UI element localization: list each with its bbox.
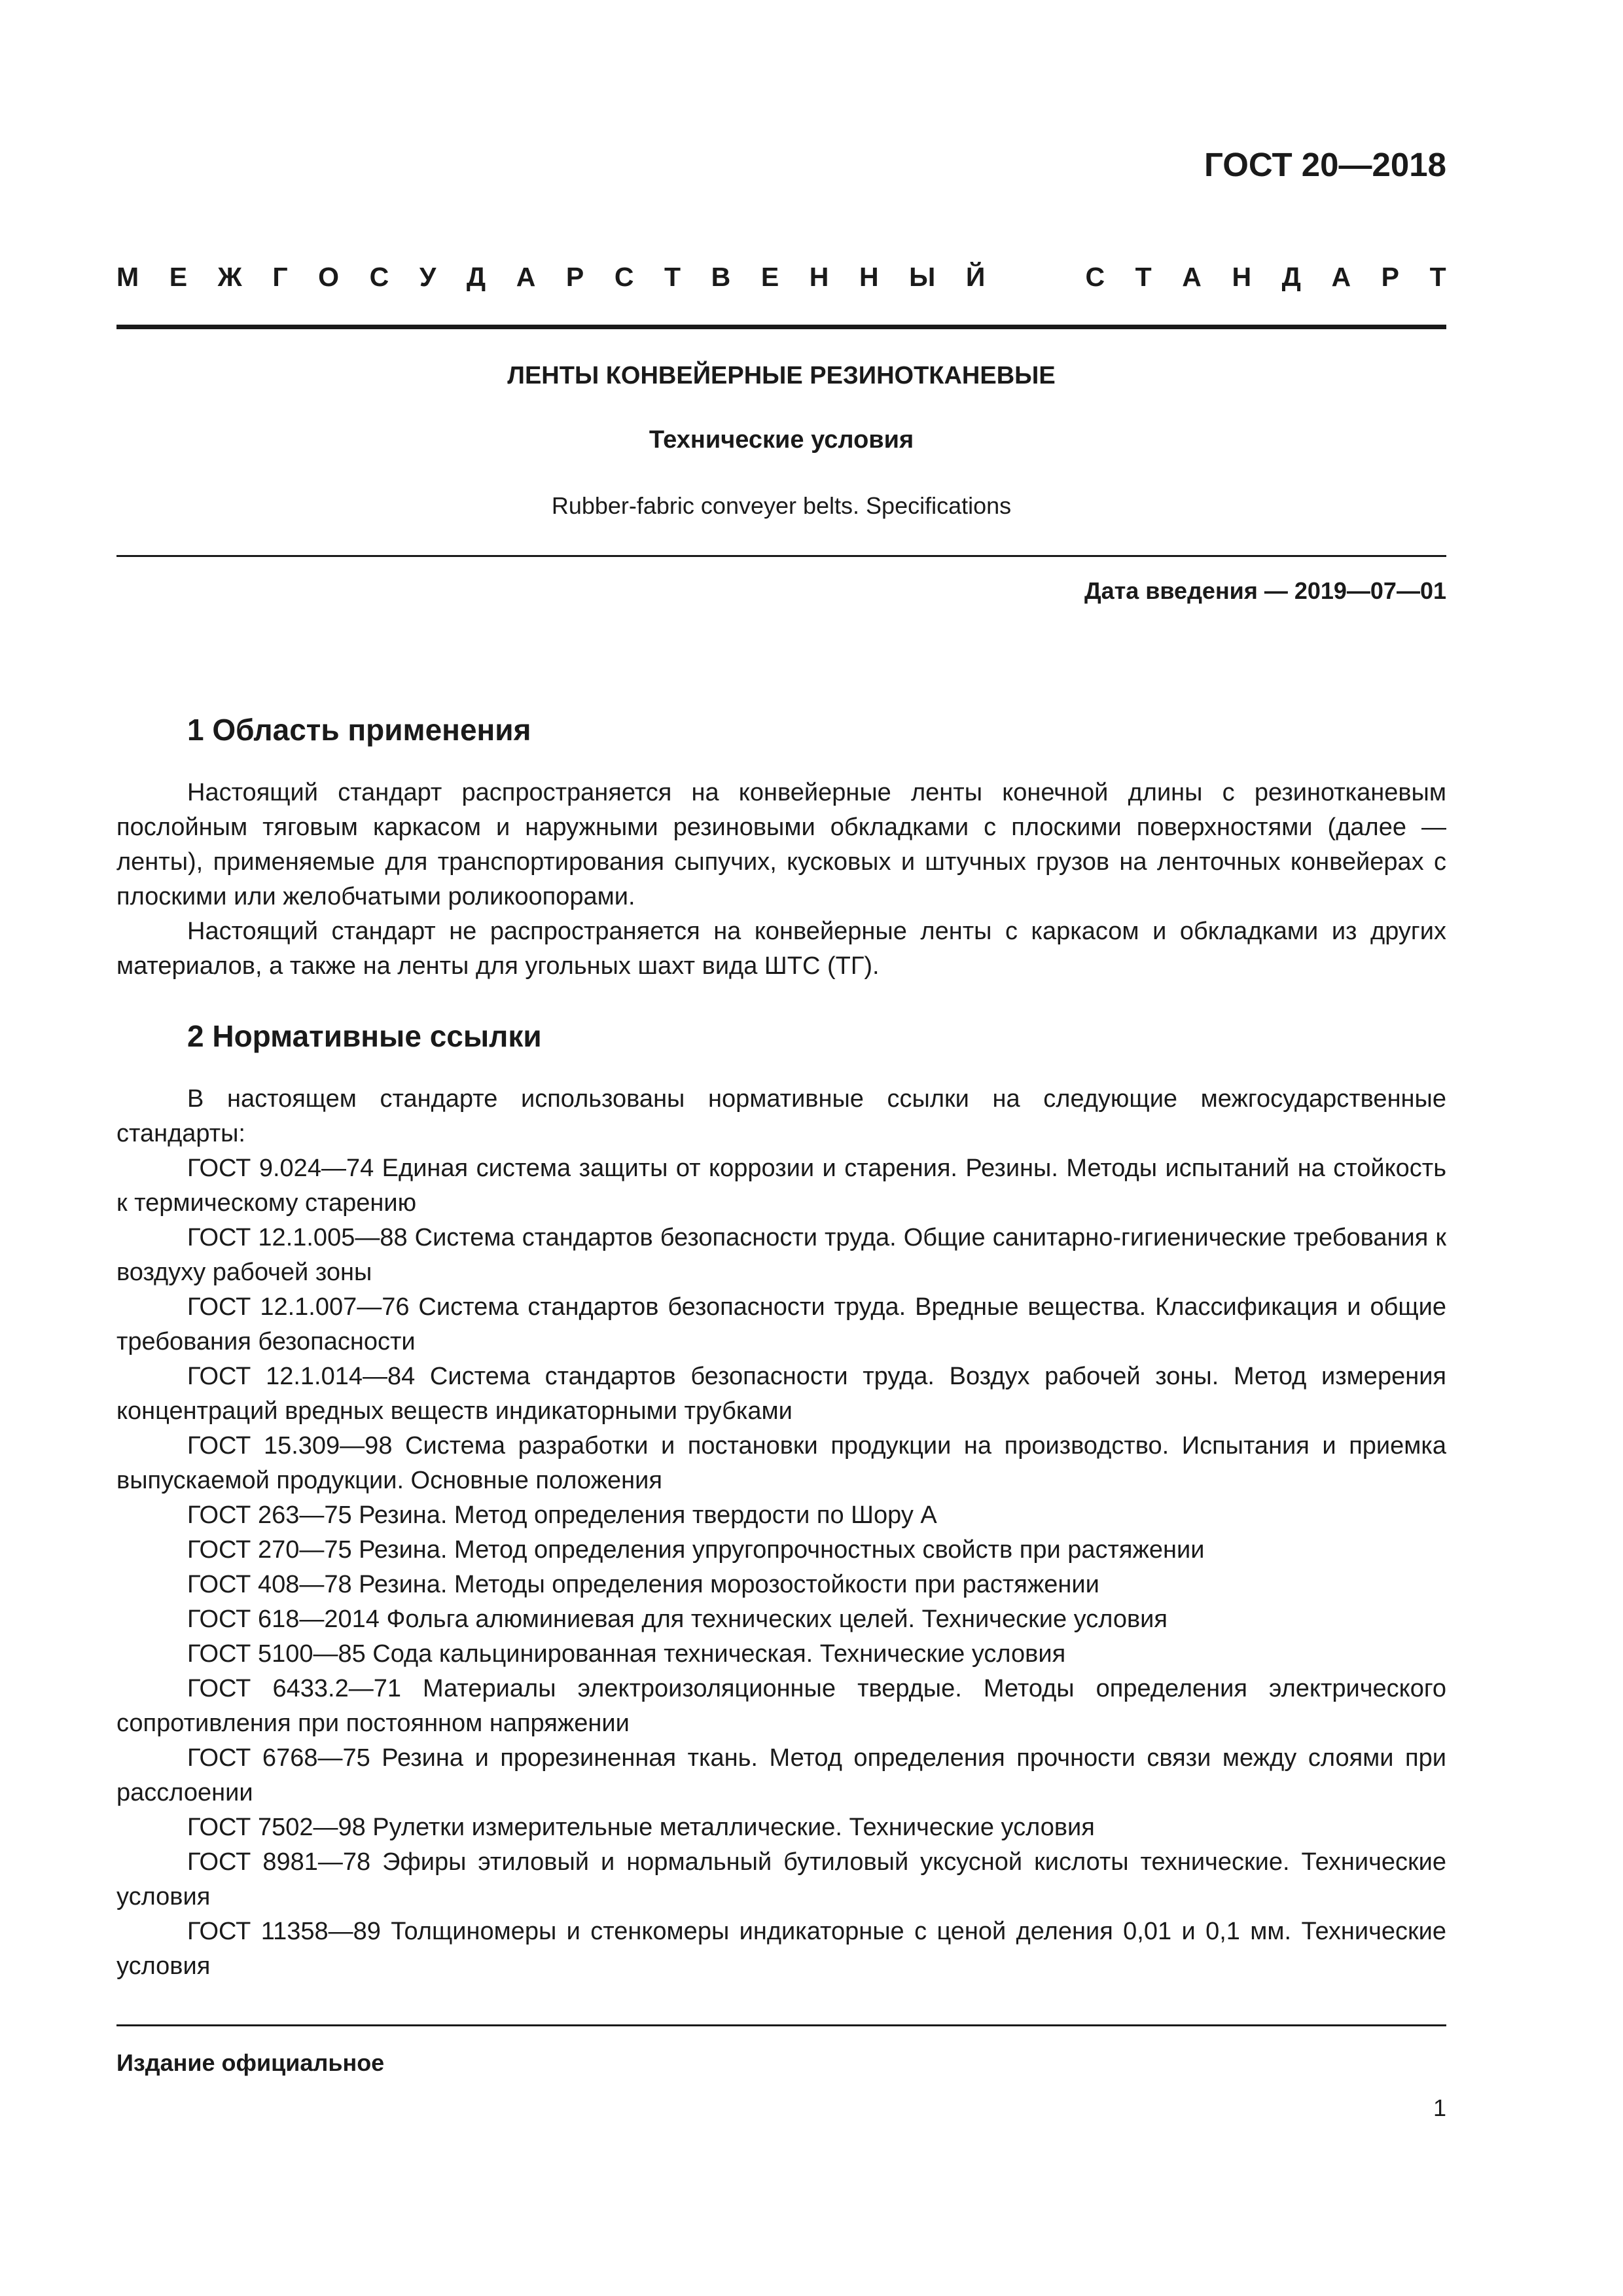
footer-divider <box>116 2024 1446 2026</box>
banner-word-gap <box>1016 260 1055 293</box>
document-title-english: Rubber-fabric conveyer belts. Specifications <box>551 492 1012 519</box>
banner-letter: Т <box>664 262 681 292</box>
banner-letter: Р <box>565 262 584 292</box>
banner-letter: Г <box>272 262 288 292</box>
reference-item: ГОСТ 11358—89 Толщиномеры и стенкомеры индикаторные с ценой деления 0,01 и 0,1 мм. Технические условия <box>116 1918 1446 1980</box>
document-title: ЛЕНТЫ КОНВЕЙЕРНЫЕ РЕЗИНОТКАНЕВЫЕ <box>507 362 1056 389</box>
banner-letter: С <box>1085 262 1105 292</box>
banner-letter: Н <box>809 262 829 292</box>
reference-item: ГОСТ 6433.2—71 Материалы электроизоляционные твердые. Методы определения электрического сопротивления при постоянном напряжении <box>116 1675 1446 1737</box>
banner-letter: А <box>1182 262 1202 292</box>
section-2-heading: 2 Нормативные ссылки <box>187 1019 542 1053</box>
reference-item: ГОСТ 7502—98 Рулетки измерительные металлические. Технические условия <box>187 1814 1095 1841</box>
header-divider <box>116 325 1446 329</box>
banner-letter: С <box>614 262 634 292</box>
reference-item: ГОСТ 8981—78 Эфиры этиловый и нормальный бутиловый уксусной кислоты технические. Технические условия <box>116 1848 1446 1910</box>
page-number: 1 <box>1433 2094 1446 2121</box>
banner-letter: Ы <box>909 262 936 292</box>
reference-item: ГОСТ 408—78 Резина. Методы определения морозостойкости при растяжении <box>187 1571 1099 1598</box>
section-1-body <box>116 776 1446 984</box>
edition-label: Издание официальное <box>116 2049 385 2076</box>
banner-letter: Й <box>965 262 986 292</box>
banner-letter: Р <box>1381 262 1400 292</box>
banner-letter: Н <box>859 262 879 292</box>
paragraph: Настоящий стандарт распространяется на конвейерные ленты конечной длины с резинотканевым послойным тяговым каркасом и наружными резиновыми обкладками с плоскими поверхностями (далее — ленты), применяемые для транспортирования сыпучих, кусковых и штучных грузов на ленточных конвейерах с плоскими или желобчатыми роликоопорами. <box>116 779 1446 910</box>
document-page <box>116 0 1446 2296</box>
banner-letter: А <box>1331 262 1351 292</box>
interstate-standard-banner <box>116 260 1446 293</box>
paragraph: Настоящий стандарт не распространяется на конвейерные ленты с каркасом и обкладками из других материалов, а также на ленты для угольных шахт вида ШТС (ТГ). <box>116 918 1446 980</box>
banner-letter: В <box>711 262 731 292</box>
banner-letter: Т <box>1135 262 1152 292</box>
banner-letter: Е <box>169 262 188 292</box>
section-1-heading: 1 Область применения <box>187 713 531 747</box>
reference-item: ГОСТ 618—2014 Фольга алюминиевая для технических целей. Технические условия <box>187 1605 1168 1633</box>
introduction-date: Дата введения — 2019—07—01 <box>1084 577 1446 604</box>
reference-item: ГОСТ 6768—75 Резина и прорезиненная ткань. Метод определения прочности связи между слоями при расслоении <box>116 1744 1446 1806</box>
banner-letter: У <box>419 262 437 292</box>
section-2-body <box>116 1082 1446 1984</box>
reference-item: ГОСТ 263—75 Резина. Метод определения твердости по Шору А <box>187 1501 937 1529</box>
reference-item: ГОСТ 12.1.005—88 Система стандартов безопасности труда. Общие санитарно-гигиенические требования к воздуху рабочей зоны <box>116 1224 1446 1286</box>
banner-letter: Е <box>760 262 779 292</box>
banner-letter: А <box>516 262 536 292</box>
banner-letter: Ж <box>217 262 242 292</box>
banner-letter: О <box>318 262 340 292</box>
banner-letter: Т <box>1429 262 1446 292</box>
banner-letter: Н <box>1232 262 1252 292</box>
banner-letter: М <box>116 262 139 292</box>
reference-item: ГОСТ 15.309—98 Система разработки и постановки продукции на производство. Испытания и приемка выпускаемой продукции. Основные положения <box>116 1432 1446 1494</box>
reference-item: ГОСТ 5100—85 Сода кальцинированная техническая. Технические условия <box>187 1640 1066 1668</box>
banner-letter: Д <box>1281 262 1301 292</box>
banner-letter: С <box>369 262 389 292</box>
reference-item: ГОСТ 12.1.014—84 Система стандартов безопасности труда. Воздух рабочей зоны. Метод измерения концентраций вредных веществ индикаторными трубками <box>116 1363 1446 1425</box>
document-number: ГОСТ 20—2018 <box>1204 146 1446 183</box>
title-divider <box>116 555 1446 557</box>
banner-letter: Д <box>466 262 486 292</box>
paragraph: В настоящем стандарте использованы нормативные ссылки на следующие межгосударственные стандарты: <box>116 1085 1446 1147</box>
reference-item: ГОСТ 9.024—74 Единая система защиты от коррозии и старения. Резины. Методы испытаний на стойкость к термическому старению <box>116 1155 1446 1217</box>
document-subtitle: Технические условия <box>649 426 914 454</box>
reference-item: ГОСТ 12.1.007—76 Система стандартов безопасности труда. Вредные вещества. Классификация и общие требования безопасности <box>116 1293 1446 1355</box>
reference-item: ГОСТ 270—75 Резина. Метод определения упругопрочностных свойств при растяжении <box>187 1536 1205 1564</box>
